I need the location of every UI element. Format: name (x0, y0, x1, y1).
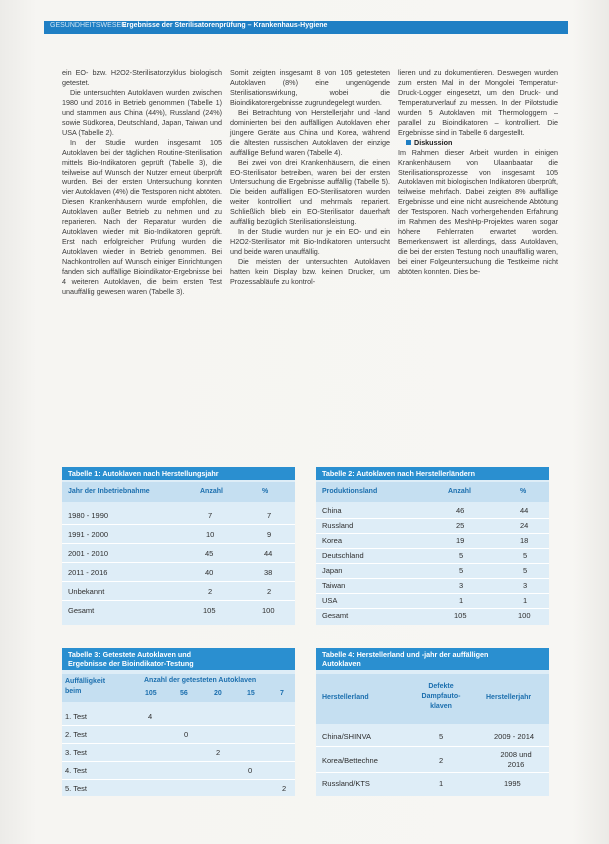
column-header: 56 (180, 690, 188, 697)
table-3-header (62, 674, 295, 702)
column-header: Herstellerland (322, 694, 369, 701)
table-2-title: Tabelle 2: Autoklaven nach Herstellerländern (316, 467, 549, 480)
table-row (62, 780, 295, 797)
table-1-title: Tabelle 1: Autoklaven nach Herstellungsjahr (62, 467, 295, 480)
table-3-title-line: Ergebnisse der Bioindikator-Testung (68, 659, 194, 668)
table-row (316, 564, 549, 579)
table-row (62, 545, 295, 563)
column-header: beim (65, 688, 82, 695)
table-3-title-line: Tabelle 3: Getestete Autoklaven und (68, 650, 192, 659)
table-row (316, 609, 549, 623)
table-cell: 0 (184, 730, 189, 739)
table-cell: Taiwan (322, 581, 346, 590)
table-cell: Russland/KTS (322, 779, 370, 788)
table-cell: 38 (264, 568, 273, 577)
table-cell: Unbekannt (68, 587, 105, 596)
column-header: Auffälligkeit (65, 678, 106, 685)
table-cell: USA (322, 596, 338, 605)
table-cell: 2. Test (65, 730, 87, 739)
column-header: Defekte Dampfauto-klaven (421, 683, 461, 710)
table-cell: 7 (208, 511, 213, 520)
table-3-title (62, 648, 295, 670)
table-4-title (316, 648, 549, 670)
table-cell: 1991 - 2000 (68, 530, 109, 539)
text-column-1 (62, 68, 222, 297)
table-cell: 9 (267, 530, 272, 539)
table-cell: 10 (206, 530, 215, 539)
table-cell: 100 (518, 611, 531, 620)
paragraph: lieren und zu dokumentieren. Deswegen wurden zum ersten Mal in der Mongolei Temperatur-Druck-Logger eingesetzt, um den Druck- und Temperaturverlauf zu messen. In der Pilotstudie wurden 5 Autoklaven mit Thermologgern – parallel zu Bioindikatoren – kontrolliert. Die Ergebnisse sind in Tabelle 6 dargestellt. (398, 68, 558, 137)
table-cell: 5 (523, 566, 528, 575)
paragraph: Bei zwei von drei Krankenhäusern, die einen EO-Sterilisator betreiben, waren bei der ersten Untersuchung die Ergebnisse auffällig (Tabelle 5). Die beiden auffälligen EO-Sterilisatoren wurden weiter kontrolliert und mehrmals repariert. Schließlich blieb ein EO-Sterilisator dauerhaft auffällig bezüglich Sterilisationsleistung. (230, 157, 390, 227)
table-row (316, 726, 549, 747)
article-title: Ergebnisse der Sterilisatorenprüfung – Krankenhaus-Hygiene (122, 22, 328, 29)
table-row (316, 774, 549, 792)
table-2 (316, 467, 549, 625)
section-heading-text: Diskussion (414, 137, 453, 147)
table-cell: 2 (208, 587, 213, 596)
column-header: Anzahl (448, 488, 471, 495)
table-row (62, 602, 295, 619)
table-cell: 5 (439, 732, 444, 741)
table-cell: 2 (216, 748, 221, 757)
table-cell: 1 (523, 596, 528, 605)
column-header: 7 (280, 690, 284, 697)
table-cell: 4 (148, 712, 153, 721)
table-cell: Gesamt (68, 606, 95, 615)
table-row (316, 534, 549, 549)
table-cell: Korea (322, 536, 343, 545)
table-cell: 100 (262, 606, 275, 615)
text-column-2 (230, 68, 390, 287)
table-cell: 5 (523, 551, 528, 560)
table-1 (62, 467, 295, 625)
table-cell: 1 (439, 779, 444, 788)
column-header: 20 (214, 690, 222, 697)
section-heading (398, 138, 558, 148)
table-cell: 1. Test (65, 712, 87, 721)
table-cell: 4. Test (65, 766, 87, 775)
table-row (316, 549, 549, 564)
table-row (316, 594, 549, 609)
table-cell: Korea/Bettechne (322, 756, 378, 765)
column-group-header: Anzahl der getesteten Autoklaven (144, 677, 257, 684)
square-bullet-icon (406, 140, 411, 145)
table-cell: 5 (459, 566, 464, 575)
table-cell: 44 (264, 549, 273, 558)
table-cell: 1980 - 1990 (68, 511, 109, 520)
column-header: 15 (247, 690, 255, 697)
column-header: 105 (145, 690, 157, 697)
article-body (62, 68, 570, 398)
table-cell: 45 (205, 549, 214, 558)
table-cell: 46 (456, 506, 465, 515)
table-4 (316, 648, 549, 796)
table-cell: 2 (439, 756, 444, 765)
table-cell: China (322, 506, 342, 515)
table-1-header (62, 482, 295, 502)
paragraph: In der Studie wurden insgesamt 105 Autoklaven bei der täglichen Routine-Sterilisation mittels Bio-Indikatoren geprüft (Tabelle 3), die teilweise auf Wunsch der Nutzer erneut überprüft wurden. Bei der ersten Untersuchung konnten vier Autoklaven (4%) die Testsporen nicht abtöten. Diesen Krankenhäusern wurde empfohlen, die Autoklaven außer Betrieb zu nehmen und zu reparieren. Nach der Reparatur wurden die Autoklaven wieder mit Bio-Indikatoren geprüft. Erst nach erfolgreicher Prüfung wurden die Autoklaven wieder in Betrieb genommen. Bei Nachkontrollen auf Wunsch einiger Einrichtungen fanden sich auffällige Bioindikator-Ergebnisse bei 4 weiteren Autoklaven, die beim ersten Test unauffällig gewesen waren (Tabelle 3). (62, 137, 222, 296)
table-cell: 44 (520, 506, 529, 515)
table-cell: 105 (203, 606, 216, 615)
column-header: Jahr der Inbetriebnahme (68, 488, 150, 495)
column-header: Herstellerjahr (486, 694, 532, 701)
table-cell: 2 (282, 784, 287, 793)
header-bar (44, 21, 568, 34)
table-row (62, 507, 295, 525)
table-3 (62, 648, 295, 796)
table-row (62, 564, 295, 582)
table-row (62, 583, 295, 601)
column-header: Produktionsland (322, 488, 378, 495)
table-row (316, 519, 549, 534)
table-cell: 2001 - 2010 (68, 549, 109, 558)
table-row (62, 744, 295, 762)
table-cell: 18 (520, 536, 529, 545)
table-cell: Russland (322, 521, 354, 530)
table-cell: 40 (205, 568, 214, 577)
table-cell: 3. Test (65, 748, 87, 757)
table-cell: 5 (459, 551, 464, 560)
table-cell: 5. Test (65, 784, 87, 793)
table-cell: 3 (523, 581, 528, 590)
table-cell: China/SHINVA (322, 732, 372, 741)
table-row (62, 762, 295, 780)
table-4-title-line: Autoklaven (322, 659, 361, 668)
table-cell: 105 (454, 611, 467, 620)
column-header: Anzahl (200, 488, 223, 495)
table-cell: 2 (267, 587, 272, 596)
table-cell: 19 (456, 536, 465, 545)
table-row (316, 579, 549, 594)
table-cell: 1995 (504, 779, 521, 788)
table-row (316, 504, 549, 519)
paragraph: In der Studie wurden nur je ein EO- und ein H2O2-Sterilisator mit Bio-Indikatoren untersucht und beide waren unauffällig. (230, 227, 390, 257)
paragraph: Somit zeigten insgesamt 8 von 105 getesteten Autoklaven (8%) eine ungenügende Sterilisationswirkung, wobei die Bioindikatorergebnisse zugrundegelegt wurden. (230, 68, 390, 107)
table-2-header (316, 482, 549, 502)
text-column-3 (398, 68, 558, 277)
table-cell: Gesamt (322, 611, 349, 620)
table-cell: 7 (267, 511, 272, 520)
table-cell: 2009 - 2014 (494, 732, 535, 741)
section-label: GESUNDHEITSWESEN (50, 22, 127, 29)
table-cell: 3 (459, 581, 464, 590)
table-cell: 2008 und 2016 (500, 750, 532, 769)
paragraph: Im Rahmen dieser Arbeit wurden in einigen Krankenhäusern von Ulaanbaatar die Sterilisationsprozesse von insgesamt 105 Autoklaven mit biologischen Indikatoren überprüft, teilweise mehrfach. Dabei zeigten 8% auffällige Ergebnisse und eine nicht ausreichende Abtötung der Testsporen. Nach vorhergehenden Erfahrung im Rahmen des MeshHp-Projektes waren sogar höhere Fehlerraten erwartet worden. Bemerkenswert ist allerdings, dass Autoklaven, die bei der ersten Testung noch unauffällig waren, bei einer Folgeuntersuchung die Testkeime nicht abtöten konnten. Dies be- (398, 147, 558, 277)
paragraph: Die untersuchten Autoklaven wurden zwischen 1980 und 2016 in Betrieb genommen (Tabelle 1) und stammen aus China (44%), Russland (24%) sowie Südkorea, Deutschland, Japan, Taiwan und USA (Tabelle 2). (62, 87, 222, 137)
table-4-header (316, 674, 549, 724)
table-row (316, 748, 549, 773)
table-cell: Deutschland (322, 551, 364, 560)
paragraph: ein EO- bzw. H2O2-Sterilisatorzyklus biologisch getestet. (62, 68, 222, 87)
table-cell: 2011 - 2016 (68, 568, 108, 577)
table-row (62, 526, 295, 544)
table-cell: 24 (520, 521, 529, 530)
table-row (62, 726, 295, 744)
table-4-title-line: Tabelle 4: Herstellerland und -jahr der auffälligen (322, 650, 489, 659)
column-header: % (262, 488, 269, 495)
column-header: % (520, 488, 527, 495)
paragraph: Bei Betrachtung von Herstellerjahr und -land dominierten bei den auffälligen Autoklaven eher jüngere Geräte aus China und Korea, während die ältesten russischen Autoklaven der einzige auffällige Befund waren (Tabelle 4). (230, 107, 390, 157)
table-cell: Japan (322, 566, 343, 575)
table-row (62, 708, 295, 726)
table-cell: 25 (456, 521, 465, 530)
paragraph: Die meisten der untersuchten Autoklaven hatten kein Display bzw. keinen Drucker, um Prozessabläufe zu kontrol- (230, 257, 390, 287)
table-cell: 0 (248, 766, 253, 775)
table-cell: 1 (459, 596, 464, 605)
